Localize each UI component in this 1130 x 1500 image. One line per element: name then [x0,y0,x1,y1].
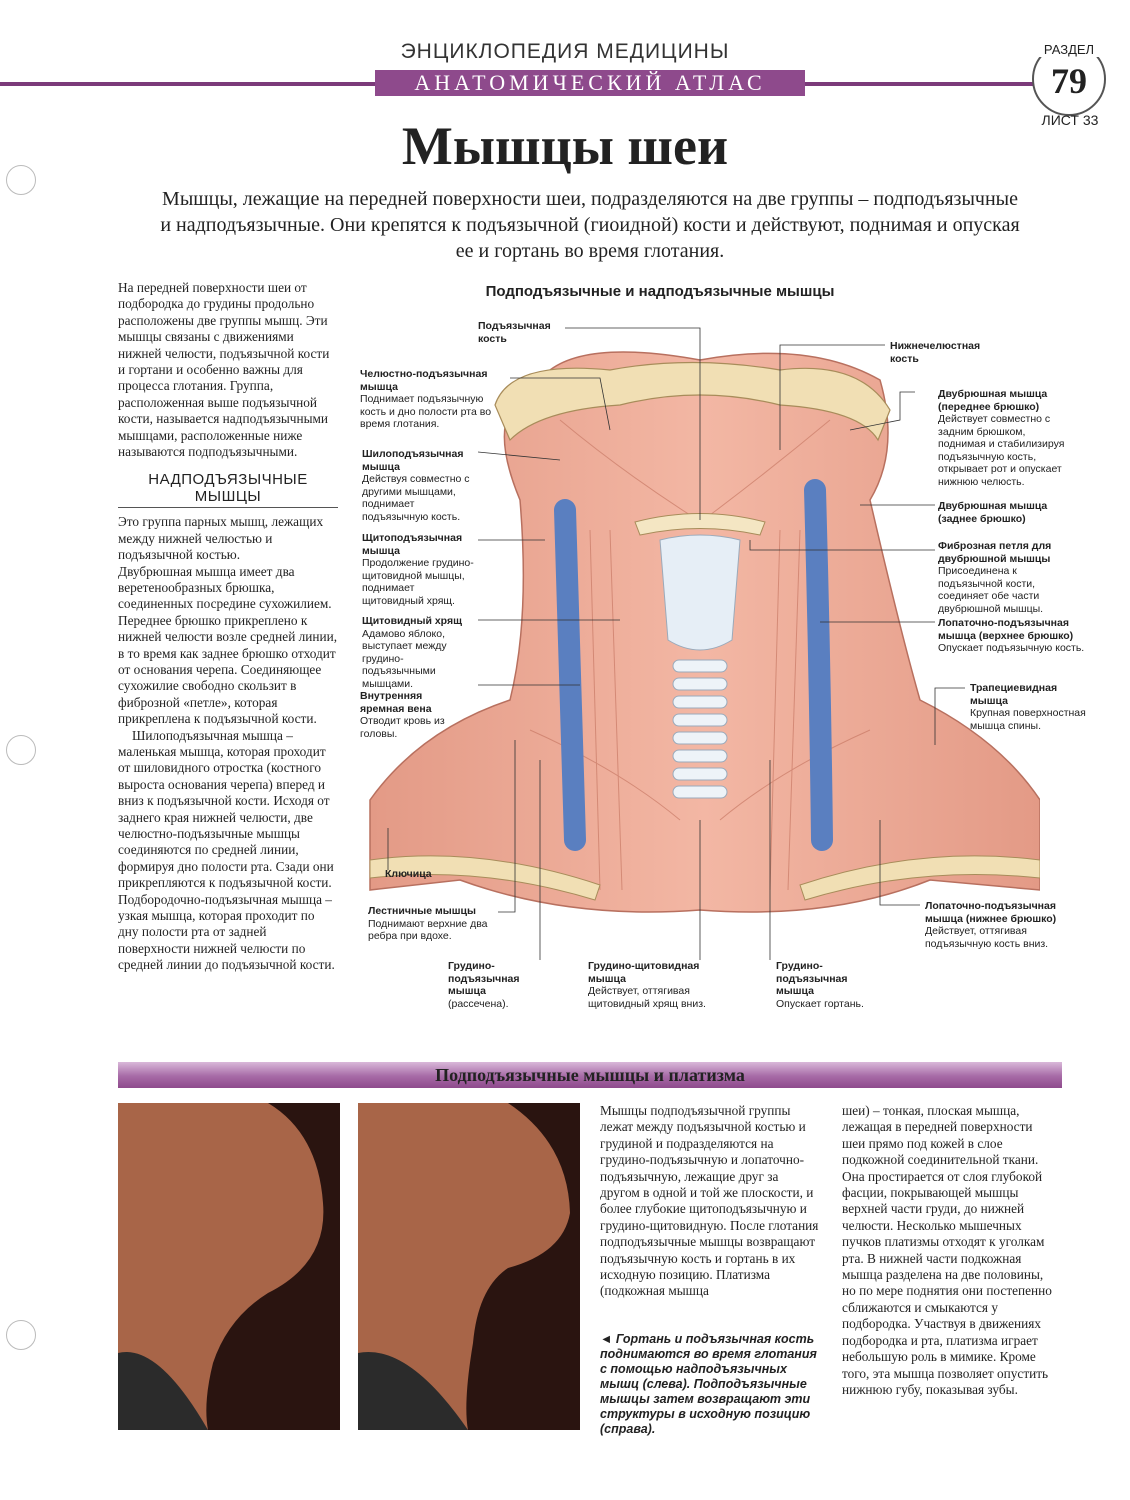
paragraph: На передней поверхности шеи от подбородка до грудины продольно расположены две группы мышц. Эти мышцы связаны с движениями нижней челюсти, подъязычной кости и гортани и особенно важны для процесса глотания. Группа, расположенная выше подъязычной кости, называется надподъязычными мышцами, расположенные ниже называются подподъязычными. [118,280,330,460]
label-omohyoid-inferior: Лопаточно-подъязычная мышца (нижнее брюшко) Действует, оттягивая подъязычную кость вниз. [925,900,1057,950]
encyclopedia-title: ЭНЦИКЛОПЕДИЯ МЕДИЦИНЫ [400,40,730,63]
label-mandible: Нижнечелюстная кость [890,340,981,365]
atlas-banner: АНАТОМИЧЕСКИЙ АТЛАС [375,70,805,96]
photo-swallowing-left [118,1103,340,1430]
label-mylohyoid: Челюстно-подъязычная мышца Поднимает подъязычную кость и дно полости рта во время глотания. [360,368,492,430]
label-digastric-posterior: Двубрюшная мышца (заднее брюшко) [938,500,1048,525]
section-label: РАЗДЕЛ [1034,42,1104,57]
label-trapezius: Трапециевидная мышца Крупная поверхностная мышца спины. [970,682,1086,732]
photo-swallowing-right [358,1103,580,1430]
label-thyrohyoid: Щитоподъязычная мышца Продолжение грудино-щитовидной мышцы, поднимает щитовидный хрящ. [362,532,474,607]
intro-text: Мышцы, лежащие на передней поверхности шеи, подразделяются на две группы – подподъязычные и надподъязычные. Они крепятся к подъязычной (гиоидной) кости и действуют, поднимая и опуская ее и гортань во время глотания. [160,188,1020,262]
paragraph: Шилоподъязычная мышца – маленькая мышца, которая проходит от шиловидного отростка (костного выроста основания черепа) вперед и вниз к подъязычной кости. Исходя от заднего края нижней челюсти, две челюстно-подъязычные мышцы соединяются по средней линии, формируя дно полости рта. Сзади они прикрепляются к подъязычной кости. Подбородочно-подъязычная мышца – узкая мышца, которая проходит по дну полости рта от задней поверхности нижней челюсти по средней линии до подъязычной кости. [118,727,335,973]
label-sternohyoid-cut: Грудино-подъязычная мышца (рассечена). [448,960,520,1010]
label-clavicle: Ключица [385,868,432,880]
section-band [118,1062,1062,1088]
label-thyroid-cartilage: Щитовидный хрящ Адамово яблоко, выступает между грудино-подъязычными мышцами. [362,615,462,690]
paragraph: Это группа парных мышц, лежащих между нижней челюстью и подъязычной костью. [118,514,324,563]
binder-hole [6,1320,36,1350]
label-sternothyroid: Грудино-щитовидная мышца Действует, оттягивая щитовидный хрящ вниз. [588,960,706,1010]
label-digastric-anterior: Двубрюшная мышца (переднее брюшко) Действует совместно с задним брюшком, поднимая и стабилизируя подъязычную кость, открывает рот и опускает нижнюю челюсть. [938,388,1065,488]
label-scalene: Лестничные мышцы Поднимают верхние два ребра при вдохе. [368,905,488,942]
paragraph: шеи) – тонкая, плоская мышца, лежащая в передней поверхности шеи прямо под кожей в слое подкожной соединительной ткани. Она простирается от слоя глубокой фасции, покрывающей мышцы верхней части груди, до нижней челюсти. Несколько мышечных пучков платизмы отходят к уголкам рта. В нижней части подкожная мышца разделена на две половины, но по мере поднятия они постепенно сближаются и смыкаются у подбородка. Участвуя в движениях подбородка и рта, платизма играет небольшую роль в мимике. Кроме того, эта мышца позволяет опустить нижнюю губу, показывая зубы. [842,1103,1052,1397]
label-jugular-vein: Внутренняя яремная вена Отводит кровь из головы. [360,690,445,740]
label-omohyoid-superior: Лопаточно-подъязычная мышца (верхнее брюшко) Опускает подъязычную кость. [938,617,1085,654]
band-title: Подподъязычные мышцы и платизма [435,1065,745,1085]
label-hyoid: Подъязычная кость [478,320,551,345]
binder-hole [6,735,36,765]
sheet-number: ЛИСТ 33 [1041,112,1099,128]
paragraph: Двубрюшная мышца имеет два веретенообразных брюшка, соединенных посредине сухожилием. Переднее брюшко прикреплено к нижней челюсти возле средней линии, в то время как заднее брюшко отходит от основания черепа. Соединяющее сухожилие свободно скользит в фиброзной «петле», которая прикреплена к подъязычной кости. [118,563,338,727]
section-badge [1032,42,1106,116]
left-column [118,280,338,974]
section-subheading: НАДПОДЪЯЗЫЧНЫЕ МЫШЦЫ [118,472,338,508]
paragraph: Мышцы подподъязычной группы лежат между подъязычной костью и грудиной и подразделяются на грудино-подъязычную и лопаточно-подъязычную, лежащие друг за другом в одной и той же плоскости, и более глубокие щитоподъязычную и грудино-щитовидную. После глотания подподъязычные мышцы возвращают подъязычную кость и гортань в их исходную позицию. Платизма (подкожная мышца [600,1103,819,1299]
section-number: 79 [1051,61,1087,101]
label-sternohyoid: Грудино-подъязычная мышца Опускает гортань. [776,960,864,1010]
label-fibrous-loop: Фиброзная петля для двубрюшной мышцы Присоединена к подъязычной кости, соединяет обе части двубрюшной мышцы. [938,540,1052,615]
page-title: Мышцы шеи [401,116,729,176]
bottom-column-1 [600,1103,820,1300]
bottom-column-2 [842,1103,1057,1398]
photo-caption: ◄ Гортань и подъязычная кость поднимаются во время глотания с помощью надподъязычных мышц (слева). Подподъязычные мышцы затем возвращают эти структуры в исходную позицию (справа). [600,1332,817,1436]
figure-title: Подподъязычные и надподъязычные мышцы [485,283,835,300]
label-stylohyoid: Шилоподъязычная мышца Действуя совместно с другими мышцами, поднимает подъязычную кость. [362,448,470,523]
